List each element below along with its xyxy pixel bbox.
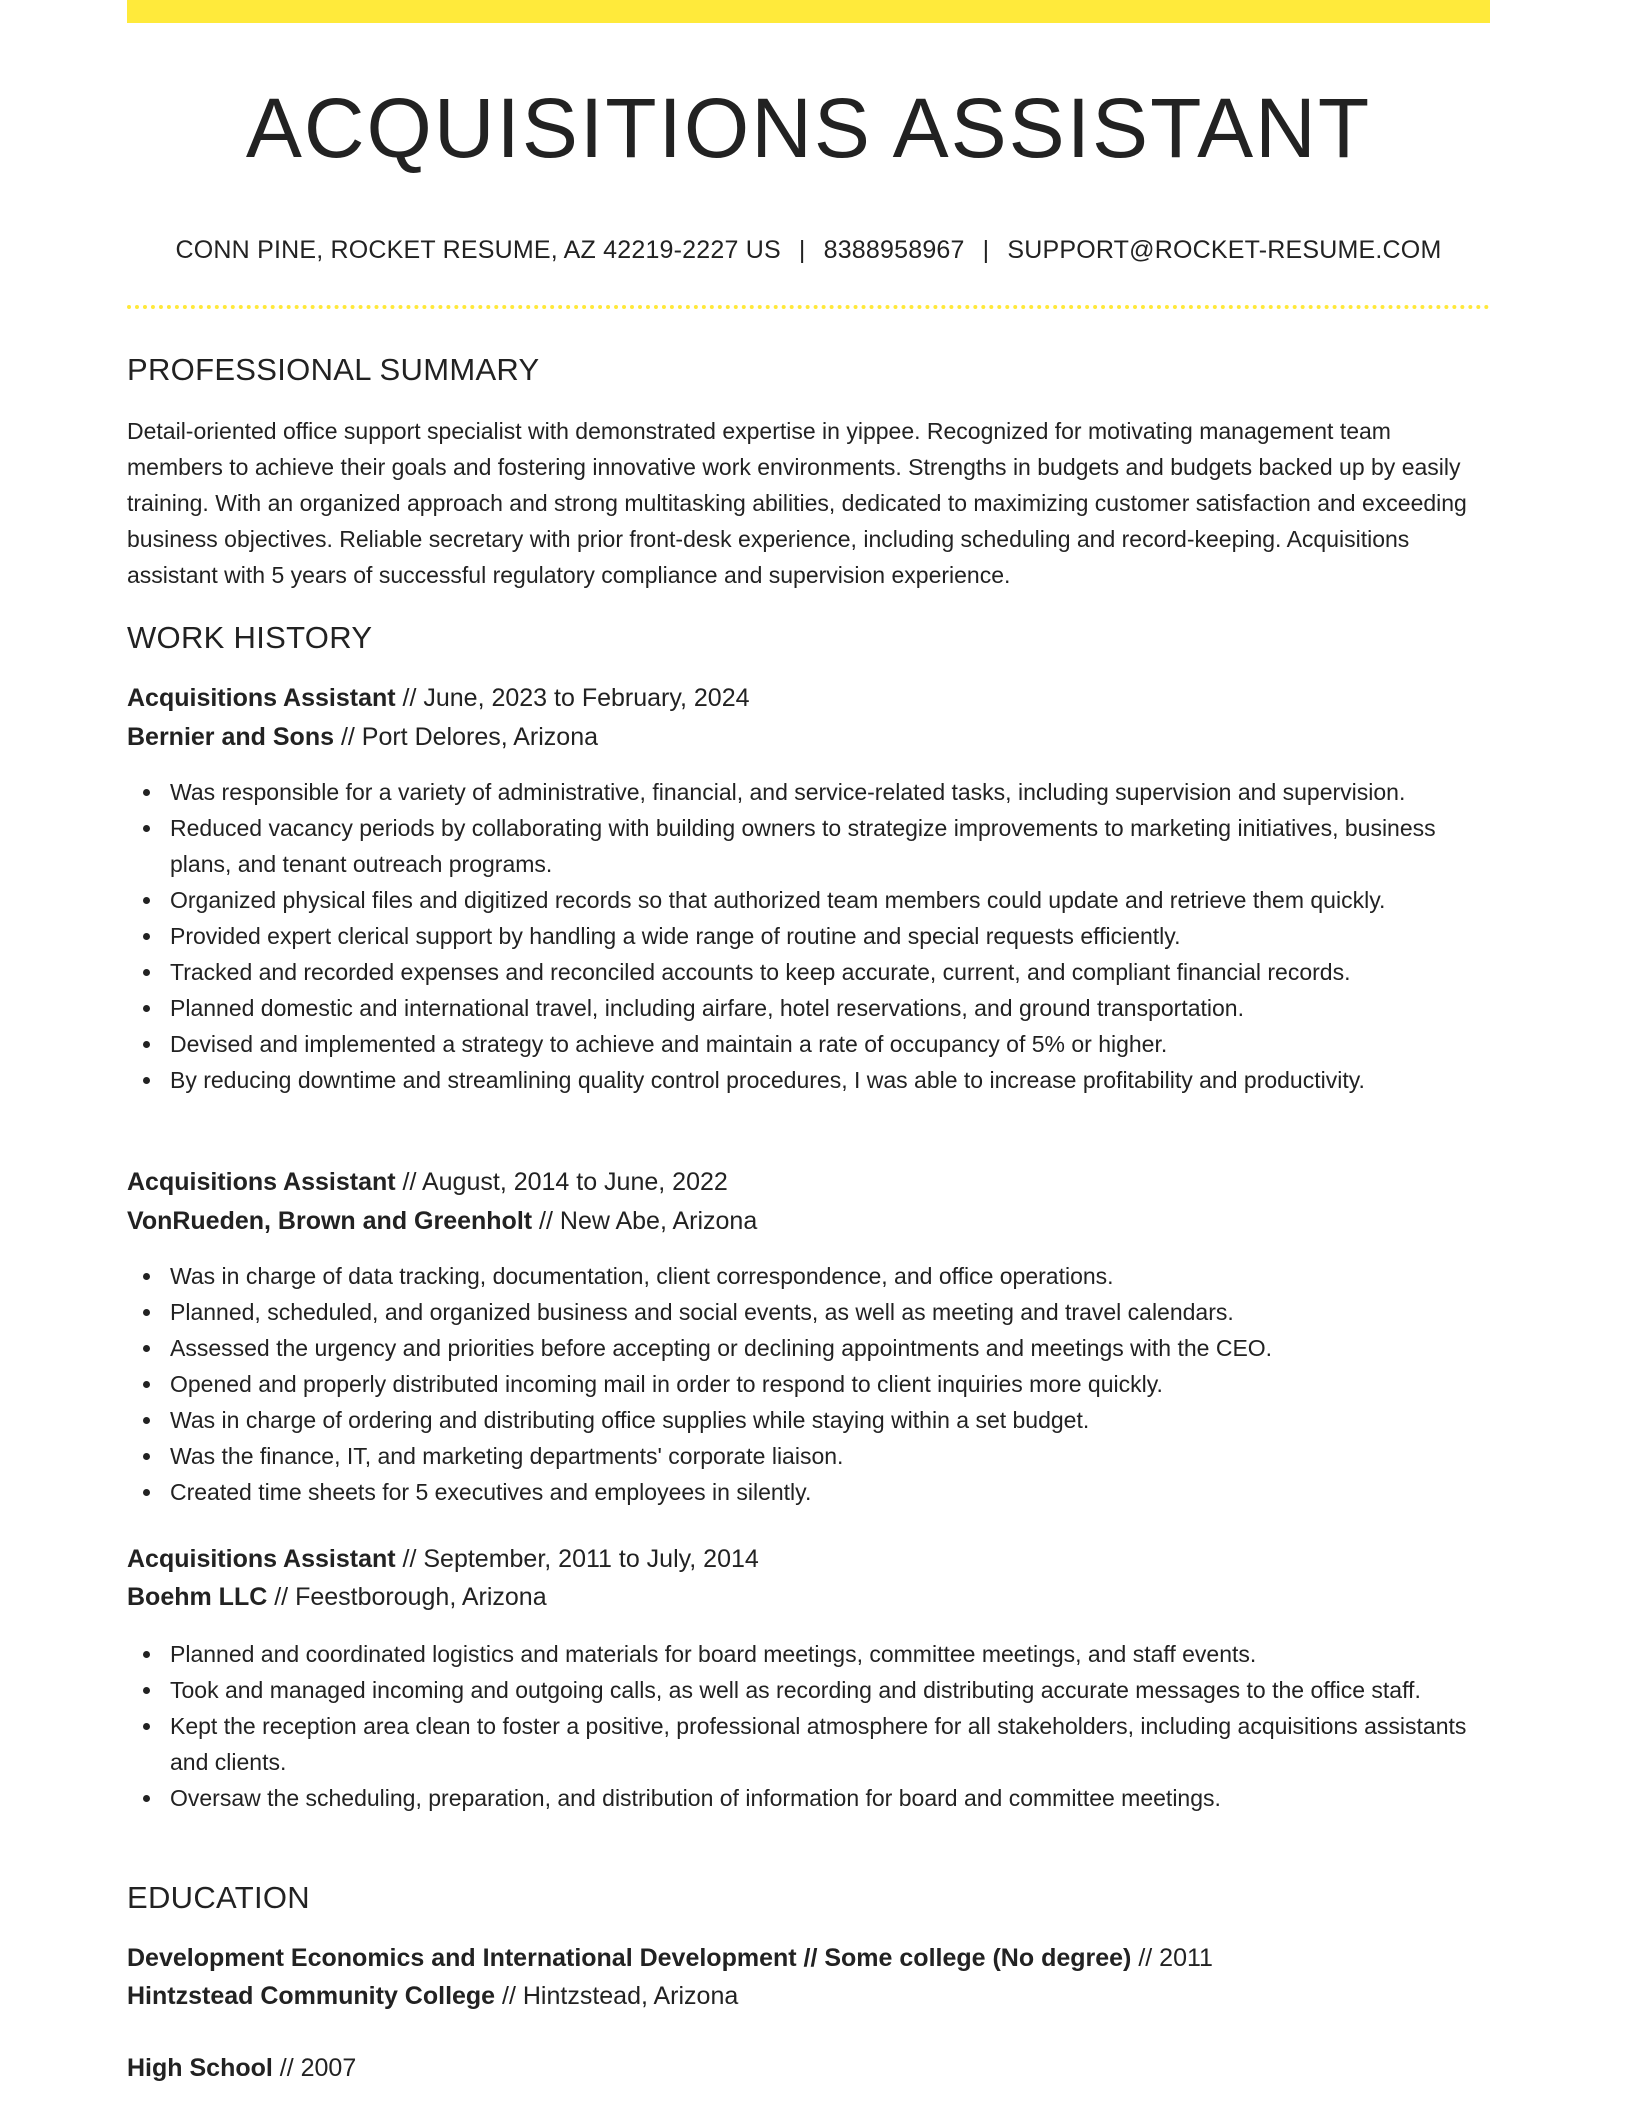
summary-text: Detail-oriented office support specialist with demonstrated expertise in yippee. Recognized for motivating management team members to achieve their goals and fostering innovative work environments. Strengths in budgets and budgets backed up by easily training. With an organized approach and strong multitasking abilities, dedicated to maximizing customer satisfaction and exceeding business objectives. Reliable secretary with prior front-desk experience, including scheduling and record-keeping. Acquisitions assistant with 5 years of successful regulatory compliance and supervision experience. [127, 418, 1467, 588]
list-item: Opened and properly distributed incoming mail in order to respond to client inquiries more quickly. [127, 1366, 1490, 1402]
education-degree-line [127, 2054, 356, 2083]
resume-name-title: ACQUISITIONS ASSISTANT [245, 81, 1372, 175]
top-accent-bar [127, 0, 1490, 23]
education-year: // 2007 [272, 2054, 357, 2082]
list-item: Provided expert clerical support by handling a wide range of routine and special requests efficiently. [127, 918, 1490, 954]
contact-phone: 8388958967 [823, 236, 965, 264]
job-bullet-list [127, 1258, 1490, 1510]
list-item: Planned and coordinated logistics and materials for board meetings, committee meetings, and staff events. [127, 1636, 1490, 1672]
education-location: // Hintzstead, Arizona [495, 1982, 739, 2010]
job-bullet-list [127, 774, 1490, 1098]
header-divider [127, 305, 1490, 309]
list-item: Took and managed incoming and outgoing calls, as well as recording and distributing accurate messages to the office staff. [127, 1672, 1490, 1708]
contact-separator: | [798, 236, 806, 264]
section-title-education: EDUCATION [127, 1880, 310, 1915]
job-dates: // August, 2014 to June, 2022 [395, 1168, 728, 1196]
job-role: Acquisitions Assistant [127, 1168, 396, 1196]
section-title-work-history: WORK HISTORY [127, 620, 373, 655]
job-dates: // June, 2023 to February, 2024 [395, 684, 750, 712]
education-year: // 2011 [1131, 1944, 1213, 1972]
list-item: Was the finance, IT, and marketing departments' corporate liaison. [127, 1438, 1490, 1474]
job-location: // Port Delores, Arizona [334, 723, 599, 751]
job-title-line [127, 684, 750, 713]
job-title-line [127, 1545, 759, 1574]
list-item: Oversaw the scheduling, preparation, and distribution of information for board and committee meetings. [127, 1780, 1490, 1816]
job-company-line [127, 723, 598, 752]
job-company: Boehm LLC [127, 1583, 268, 1611]
list-item: Was responsible for a variety of administrative, financial, and service-related tasks, including supervision and supervision. [127, 774, 1490, 810]
list-item: Assessed the urgency and priorities before accepting or declining appointments and meetings with the CEO. [127, 1330, 1490, 1366]
education-degree: High School [127, 2054, 273, 2082]
education-degree-line [127, 1944, 1213, 1973]
job-role: Acquisitions Assistant [127, 1545, 396, 1573]
section-title-summary: PROFESSIONAL SUMMARY [127, 352, 540, 387]
education-school-line [127, 1982, 738, 2011]
contact-address: CONN PINE, ROCKET RESUME, AZ 42219-2227 US [175, 236, 781, 264]
contact-separator: | [982, 236, 990, 264]
list-item: Created time sheets for 5 executives and employees in silently. [127, 1474, 1490, 1510]
list-item: Was in charge of ordering and distributing office supplies while staying within a set budget. [127, 1402, 1490, 1438]
job-location: // New Abe, Arizona [532, 1207, 758, 1235]
job-company: VonRueden, Brown and Greenholt [127, 1207, 533, 1235]
job-company: Bernier and Sons [127, 723, 334, 751]
list-item: Reduced vacancy periods by collaborating with building owners to strategize improvements to marketing initiatives, business plans, and tenant outreach programs. [127, 810, 1490, 882]
job-location: // Feestborough, Arizona [267, 1583, 547, 1611]
list-item: Was in charge of data tracking, documentation, client correspondence, and office operations. [127, 1258, 1490, 1294]
contact-line [127, 236, 1490, 265]
education-school: Hintzstead Community College [127, 1982, 496, 2010]
list-item: By reducing downtime and streamlining quality control procedures, I was able to increase profitability and productivity. [127, 1062, 1490, 1098]
list-item: Kept the reception area clean to foster a positive, professional atmosphere for all stakeholders, including acquisitions assistants and clients. [127, 1708, 1490, 1780]
job-role: Acquisitions Assistant [127, 684, 396, 712]
list-item: Tracked and recorded expenses and reconciled accounts to keep accurate, current, and compliant financial records. [127, 954, 1490, 990]
list-item: Devised and implemented a strategy to achieve and maintain a rate of occupancy of 5% or higher. [127, 1026, 1490, 1062]
contact-email: SUPPORT@ROCKET-RESUME.COM [1007, 236, 1442, 264]
education-degree: Development Economics and International Development // Some college (No degree) [127, 1944, 1132, 1972]
job-bullet-list [127, 1636, 1490, 1816]
job-company-line [127, 1583, 547, 1612]
job-dates: // September, 2011 to July, 2014 [395, 1545, 759, 1573]
job-title-line [127, 1168, 728, 1197]
list-item: Organized physical files and digitized records so that authorized team members could update and retrieve them quickly. [127, 882, 1490, 918]
list-item: Planned, scheduled, and organized business and social events, as well as meeting and travel calendars. [127, 1294, 1490, 1330]
list-item: Planned domestic and international travel, including airfare, hotel reservations, and ground transportation. [127, 990, 1490, 1026]
job-company-line [127, 1207, 757, 1236]
